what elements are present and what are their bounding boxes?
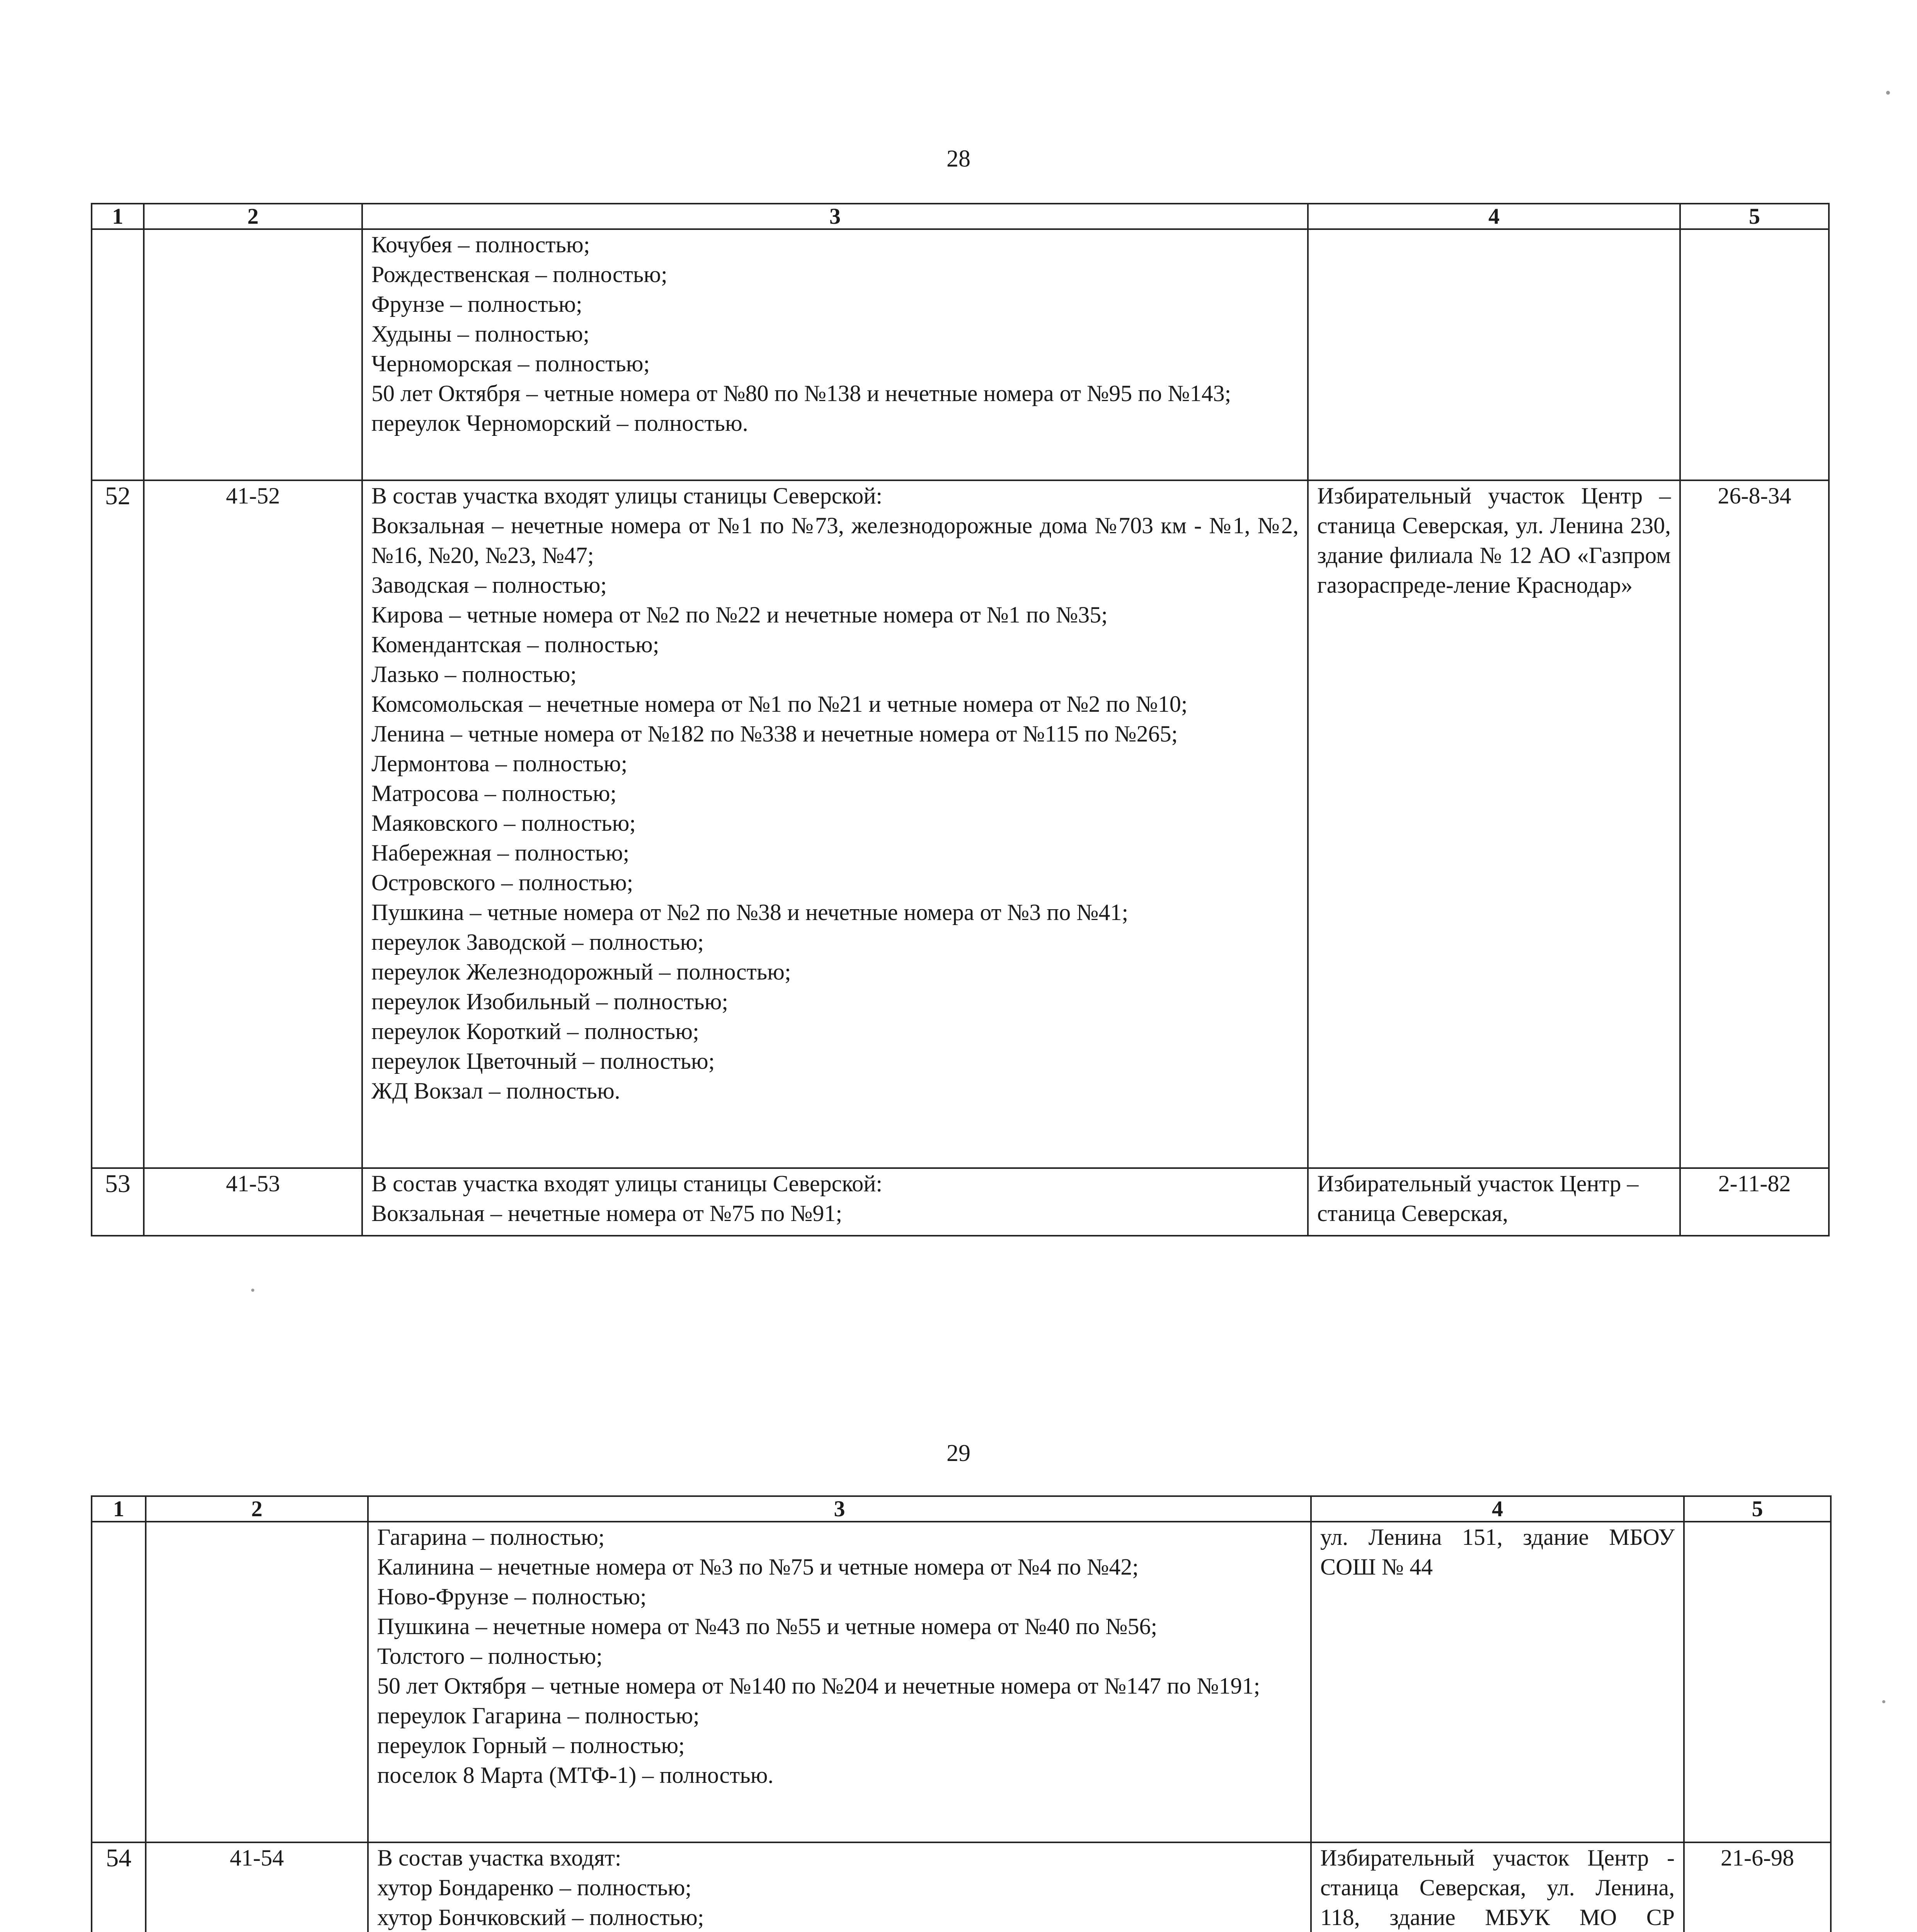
street-line: переулок Короткий – полностью; [371, 1019, 699, 1044]
precinct-phone: 21-6-98 [1684, 1842, 1831, 1932]
precinct-number [92, 229, 144, 480]
street-line: ЖД Вокзал – полностью. [371, 1078, 620, 1104]
table-header-row [92, 1496, 1831, 1522]
street-line: Худыны – полностью; [371, 321, 590, 347]
table-row [92, 229, 1829, 480]
street-line: Ленина – четные номера от №182 по №338 и нечетные номера от №115 по №265; [371, 721, 1178, 747]
precinct-streets [362, 1168, 1308, 1236]
scan-speck [1882, 1700, 1885, 1703]
precinct-streets [362, 229, 1308, 480]
scan-speck [1886, 91, 1890, 95]
street-line: хутор Бончковский – полностью; [377, 1905, 704, 1930]
street-line: Кирова – четные номера от №2 по №22 и нечетные номера от №1 по №35; [371, 602, 1108, 628]
street-line: переулок Железнодорожный – полностью; [371, 959, 791, 985]
col-header: 3 [368, 1496, 1311, 1522]
precinct-code: 41-53 [144, 1168, 362, 1236]
street-line: Маяковского – полностью; [371, 810, 636, 836]
street-line: Фрунзе – полностью; [371, 291, 582, 317]
precinct-location: ул. Ленина 151, здание МБОУ СОШ № 44 [1311, 1522, 1684, 1842]
precinct-location: Избирательный участок Центр – станица Северская, ул. Ленина 230, здание филиала № 12 АО «Газпром газораспреде-ление Краснодар» [1308, 480, 1680, 1168]
page-number: 28 [947, 146, 970, 172]
street-line: Вокзальная – нечетные номера от №1 по №73, железнодорожные дома №703 км - №1, №2, №16, №20, №23, №47; [371, 513, 1299, 568]
precinct-phone [1680, 229, 1829, 480]
table-row [92, 1168, 1829, 1236]
col-header: 1 [92, 1496, 146, 1522]
street-line: Гагарина – полностью; [377, 1524, 605, 1550]
street-line: Черноморская – полностью; [371, 351, 650, 376]
table-row [92, 1842, 1831, 1932]
street-line: Комсомольская – нечетные номера от №1 по №21 и четные номера от №2 по №10; [371, 691, 1188, 717]
street-line: Рождественская – полностью; [371, 262, 667, 287]
precinct-phone [1684, 1522, 1831, 1842]
street-line: Кочубея – полностью; [371, 232, 590, 257]
col-header: 4 [1311, 1496, 1684, 1522]
street-line: переулок Изобильный – полностью; [371, 989, 729, 1014]
street-line: Лермонтова – полностью; [371, 751, 628, 776]
street-line: переулок Гагарина – полностью; [377, 1703, 700, 1728]
page-number: 29 [947, 1440, 970, 1466]
street-line: 50 лет Октября – четные номера от №80 по №138 и нечетные номера от №95 по №143; [371, 381, 1231, 406]
scan-speck [251, 1289, 254, 1292]
street-line: Толстого – полностью; [377, 1643, 603, 1669]
street-line: Пушкина – нечетные номера от №43 по №55 и четные номера от №40 по №56; [377, 1614, 1158, 1639]
col-header: 4 [1308, 204, 1680, 229]
street-line: 50 лет Октября – четные номера от №140 по №204 и нечетные номера от №147 по №191; [377, 1673, 1260, 1699]
precinct-code: 41-54 [146, 1842, 368, 1932]
precinct-streets [368, 1842, 1311, 1932]
col-header: 2 [146, 1496, 368, 1522]
street-line: хутор Бондаренко – полностью; [377, 1875, 692, 1900]
col-header: 2 [144, 204, 362, 229]
street-line: Матросова – полностью; [371, 781, 617, 806]
table-row [92, 480, 1829, 1168]
table-header-row [92, 204, 1829, 229]
street-line: Заводская – полностью; [371, 572, 607, 598]
precinct-table [91, 1495, 1832, 1932]
precinct-streets [362, 480, 1308, 1168]
street-line: Вокзальная – нечетные номера от №75 по №91; [371, 1201, 843, 1226]
street-line: переулок Цветочный – полностью; [371, 1048, 715, 1074]
street-line: переулок Горный – полностью; [377, 1733, 685, 1758]
street-line: переулок Заводской – полностью; [371, 929, 704, 955]
col-header: 5 [1680, 204, 1829, 229]
precinct-code [144, 229, 362, 480]
street-line: Ново-Фрунзе – полностью; [377, 1584, 647, 1609]
precinct-number: 53 [92, 1168, 144, 1236]
street-line: переулок Черноморский – полностью. [371, 410, 748, 436]
precinct-phone: 26-8-34 [1680, 480, 1829, 1168]
street-line: Островского – полностью; [371, 870, 633, 895]
precinct-phone: 2-11-82 [1680, 1168, 1829, 1236]
col-header: 5 [1684, 1496, 1831, 1522]
precinct-code: 41-52 [144, 480, 362, 1168]
precinct-location [1308, 229, 1680, 480]
precinct-streets [368, 1522, 1311, 1842]
precinct-number: 54 [92, 1842, 146, 1932]
col-header: 3 [362, 204, 1308, 229]
precinct-number [92, 1522, 146, 1842]
table-row [92, 1522, 1831, 1842]
street-line: Калинина – нечетные номера от №3 по №75 и четные номера от №4 по №42; [377, 1554, 1139, 1580]
street-line: В состав участка входят: [377, 1845, 621, 1871]
street-line: поселок 8 Марта (МТФ-1) – полностью. [377, 1762, 774, 1788]
precinct-location: Избирательный участок Центр - станица Северская, ул. Ленина, 118, здание МБУК МО СР [1311, 1842, 1684, 1932]
street-line: В состав участка входят улицы станицы Северской: [371, 1171, 883, 1196]
street-line: Комендантская – полностью; [371, 632, 659, 657]
col-header: 1 [92, 204, 144, 229]
street-line: Набережная – полностью; [371, 840, 630, 866]
precinct-code [146, 1522, 368, 1842]
street-line: В состав участка входят улицы станицы Северской: [371, 483, 883, 509]
precinct-number: 52 [92, 480, 144, 1168]
street-line: Лазько – полностью; [371, 662, 577, 687]
precinct-location: Избирательный участок Центр – станица Северская, [1308, 1168, 1680, 1236]
street-line: Пушкина – четные номера от №2 по №38 и нечетные номера от №3 по №41; [371, 900, 1129, 925]
precinct-table [91, 203, 1830, 1236]
